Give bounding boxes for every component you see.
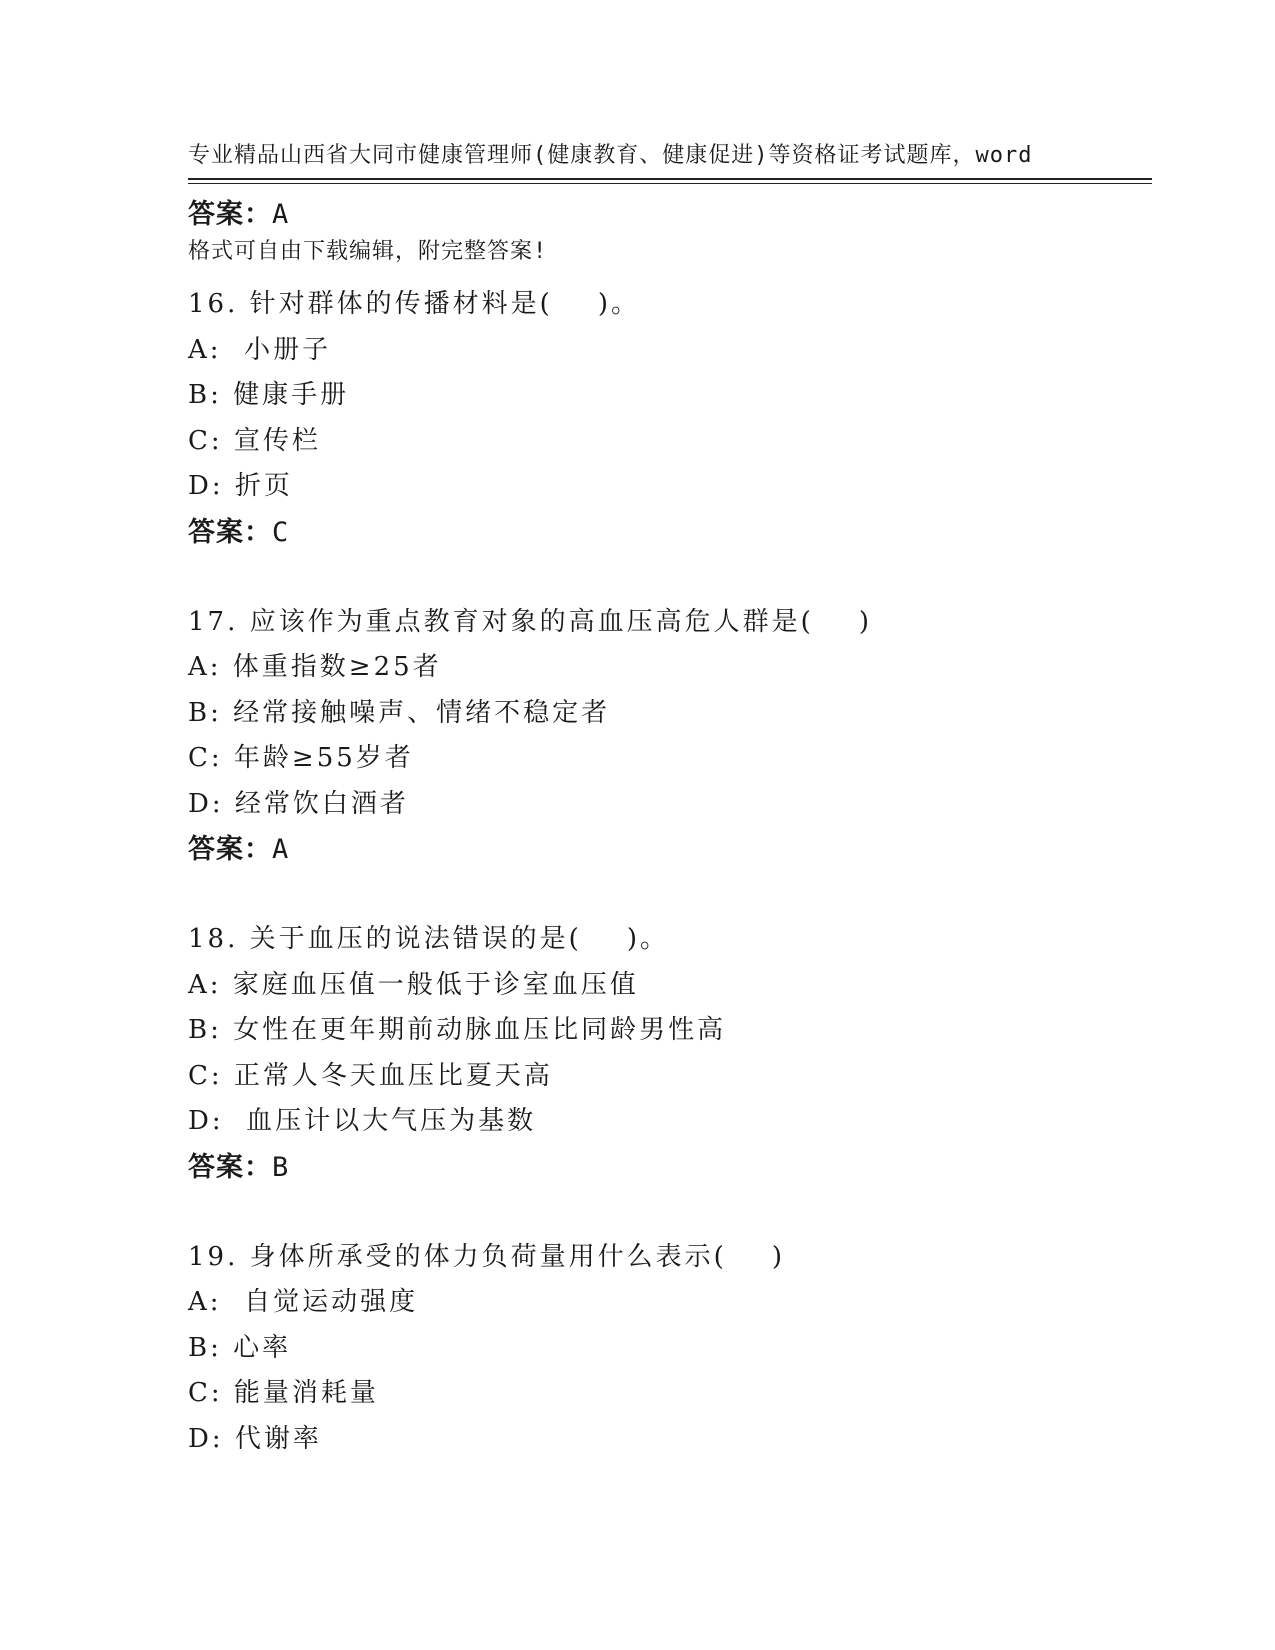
- question-gap: [188, 1190, 1148, 1235]
- question-stem: 19. 身体所承受的体力负荷量用什么表示( ): [188, 1241, 785, 1272]
- answer-line: [188, 827, 1148, 872]
- question-stem: 16. 针对群体的传播材料是( )。: [188, 289, 640, 319]
- option-c: C: 正常人冬天血压比夏天高: [188, 1060, 553, 1091]
- question-block: [188, 917, 1148, 1190]
- answer-label: 答案：: [188, 516, 272, 548]
- question-block: [188, 600, 1148, 873]
- question-block: [188, 1235, 1148, 1463]
- answer-line: [188, 510, 1148, 555]
- answer-value: B: [272, 1151, 290, 1183]
- question-gap: [188, 237, 1148, 282]
- answer-line: [188, 1145, 1148, 1190]
- question-list: [188, 192, 1148, 1462]
- option-a: A: 自觉运动强度: [188, 1287, 419, 1317]
- option-c: C: 宣传栏: [188, 425, 321, 456]
- question-gap: [188, 555, 1148, 600]
- option-b: B: 女性在更年期前动脉血压比同龄男性高: [188, 1015, 727, 1045]
- answer-value: A: [272, 834, 290, 865]
- answer-label: 答案：: [188, 1151, 272, 1183]
- option-d: D: 经常饮白酒者: [188, 788, 409, 819]
- option-c: C: 能量消耗量: [188, 1378, 379, 1408]
- answer-label: 答案：: [188, 199, 272, 230]
- option-d: D: 血压计以大气压为基数: [188, 1106, 537, 1136]
- option-b: B: 健康手册: [188, 380, 350, 410]
- option-c: C: 年龄≥55岁者: [188, 743, 414, 773]
- question-block: [188, 282, 1148, 555]
- answer-label: 答案：: [188, 834, 272, 865]
- header-title-line-1: 专业精品山西省大同市健康管理师(健康教育、健康促进)等资格证考试题库，word: [188, 143, 1033, 168]
- header-divider-thin: [188, 183, 1152, 184]
- answer-line: [188, 192, 1148, 237]
- option-a: A: 家庭血压值一般低于诊室血压值: [188, 969, 639, 1000]
- answer-value: C: [272, 516, 290, 548]
- question-gap: [188, 872, 1148, 917]
- question-stem: 17. 应该作为重点教育对象的高血压高危人群是( ): [188, 606, 872, 637]
- header-title-line-2: 格式可自由下载编辑，附完整答案!: [188, 239, 548, 264]
- question-stem: 18. 关于血压的说法错误的是( )。: [188, 924, 669, 954]
- answer-value: A: [272, 199, 290, 230]
- option-d: D: 折页: [188, 471, 293, 501]
- option-b: B: 心率: [188, 1332, 292, 1363]
- header-divider-thick: [188, 178, 1152, 180]
- option-a: A: 小册子: [188, 334, 332, 365]
- option-d: D: 代谢率: [188, 1423, 322, 1454]
- option-b: B: 经常接触噪声、情绪不稳定者: [188, 697, 611, 728]
- option-a: A: 体重指数≥25者: [188, 652, 442, 682]
